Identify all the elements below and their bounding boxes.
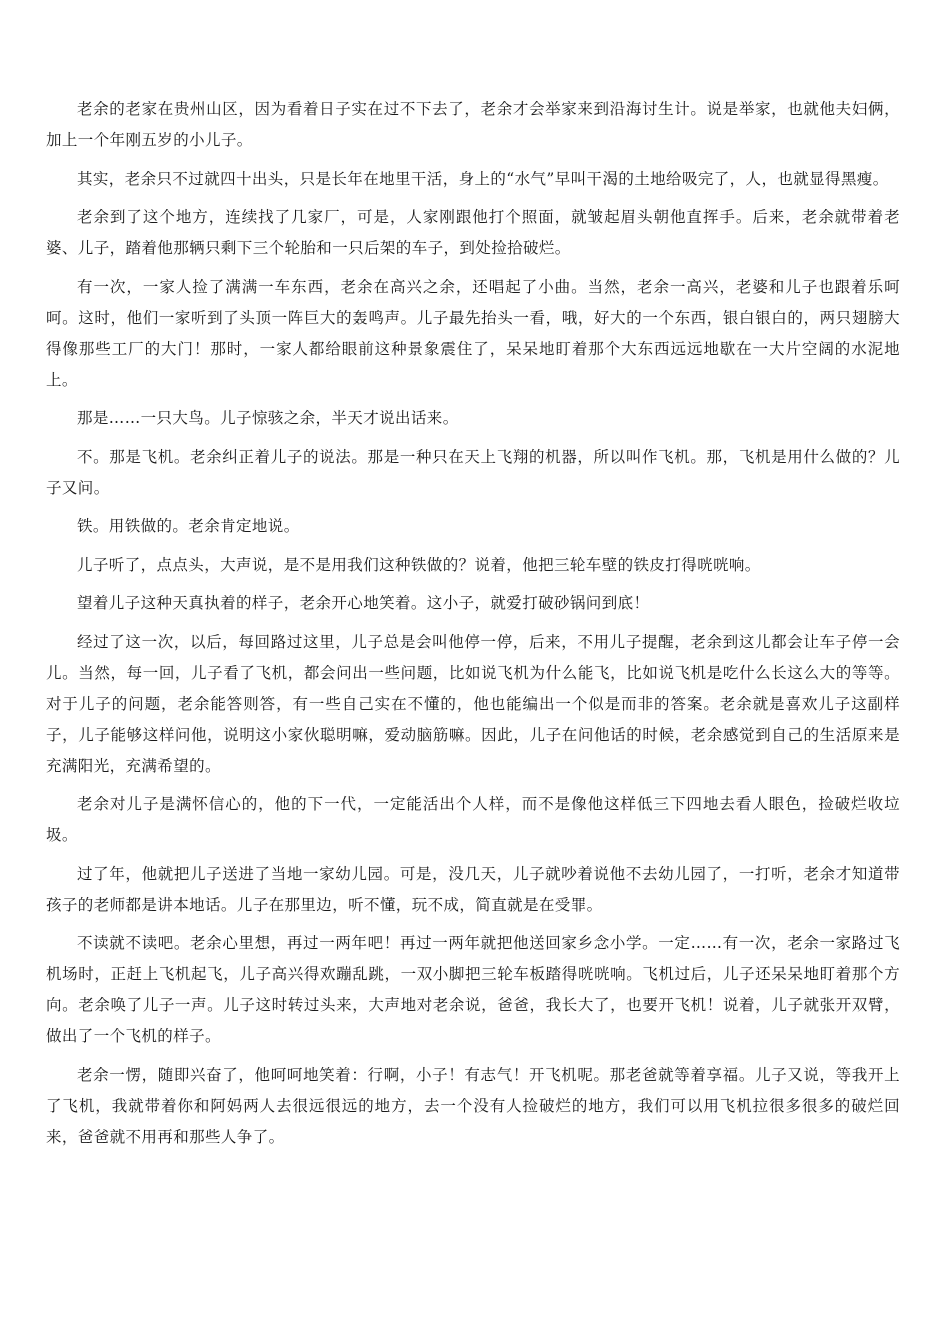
paragraph-4: 有一次，一家人捡了满满一车东西，老余在高兴之余，还唱起了小曲。当然，老余一高兴，老婆和儿子也跟着乐呵呵。这时，他们一家听到了头顶一阵巨大的轰鸣声。儿子最先抬头一看，哦，好大的一个东西，银白银白的，两只翅膀大得像那些工厂的大门！那时，一家人都给眼前这种景象震住了，呆呆地盯着那个大东西远远地歇在一大片空阔的水泥地上。 — [46, 277, 900, 389]
paragraph-9: 望着儿子这种天真执着的样子，老余开心地笑着。这小子，就爱打破砂锅问到底！ — [77, 594, 650, 612]
paragraph-12: 过了年，他就把儿子送进了当地一家幼儿园。可是，没几天，儿子就吵着说他不去幼儿园了，一打听，老余才知道带孩子的老师都是讲本地话。儿子在那里边，听不懂，玩不成，简直就是在受罪。 — [46, 864, 900, 914]
paragraph-2: 其实，老余只不过就四十出头，只是长年在地里干活，身上的“水气”早叫干渴的土地给吸完了，人，也就显得黑瘦。 — [77, 169, 889, 188]
paragraph-14: 老余一愣，随即兴奋了，他呵呵地笑着：行啊，小子！有志气！开飞机呢。那老爸就等着享福。儿子又说，等我开上了飞机，我就带着你和阿妈两人去很远很远的地方，去一个没有人捡破烂的地方，我们可以用飞机拉很多很多的破烂回来，爸爸就不用再和那些人争了。 — [46, 1065, 900, 1146]
paragraph-5: 那是……一只大鸟。儿子惊骇之余，半天才说出话来。 — [77, 409, 459, 427]
paragraph-11: 老余对儿子是满怀信心的，他的下一代，一定能活出个人样，而不是像他这样低三下四地去看人眼色，捡破烂收垃圾。 — [46, 795, 900, 844]
paragraph-7: 铁。用铁做的。老余肯定地说。 — [77, 517, 300, 535]
paragraph-13: 不读就不读吧。老余心里想，再过一两年吧！再过一两年就把他送回家乡念小学。一定……有一次，老余一家路过飞机场时，正赶上飞机起飞，儿子高兴得欢蹦乱跳，一双小脚把三轮车板踏得咣咣响。飞机过后，儿子还呆呆地盯着那个方向。老余唤了儿子一声。儿子这时转过头来，大声地对老余说，爸爸，我长大了，也要开飞机！说着，儿子就张开双臂，做出了一个飞机的样子。 — [46, 934, 900, 1045]
paragraph-8: 儿子听了，点点头，大声说，是不是用我们这种铁做的？说着，他把三轮车壁的铁皮打得咣咣响。 — [77, 555, 761, 574]
paragraph-10: 经过了这一次，以后，每回路过这里，儿子总是会叫他停一停，后来，不用儿子提醒，老余到这儿都会让车子停一会儿。当然，每一回，儿子看了飞机，都会问出一些问题，比如说飞机为什么能飞，比如说飞机是吃什么长这么大的等等。对于儿子的问题，老余能答则答，有一些自己实在不懂的，他也能编出一个似是而非的答案。老余就是喜欢儿子这副样子，儿子能够这样问他，说明这小家伙聪明嘛，爱动脑筋嘛。因此，儿子在问他话的时候，老余感觉到自己的生活原来是充满阳光，充满希望的。 — [46, 632, 900, 775]
paragraph-3: 老余到了这个地方，连续找了几家厂，可是，人家刚跟他打个照面，就皱起眉头朝他直挥手。后来，老余就带着老婆、儿子，踏着他那辆只剩下三个轮胎和一只后架的车子，到处捡拾破烂。 — [46, 208, 900, 257]
paragraph-1: 老余的老家在贵州山区，因为看着日子实在过不下去了，老余才会举家来到沿海讨生计。说是举家，也就他夫妇俩，加上一个年刚五岁的小儿子。 — [46, 100, 900, 149]
paragraph-6: 不。那是飞机。老余纠正着儿子的说法。那是一种只在天上飞翔的机器，所以叫作飞机。那，飞机是用什么做的？儿子又问。 — [46, 447, 900, 497]
